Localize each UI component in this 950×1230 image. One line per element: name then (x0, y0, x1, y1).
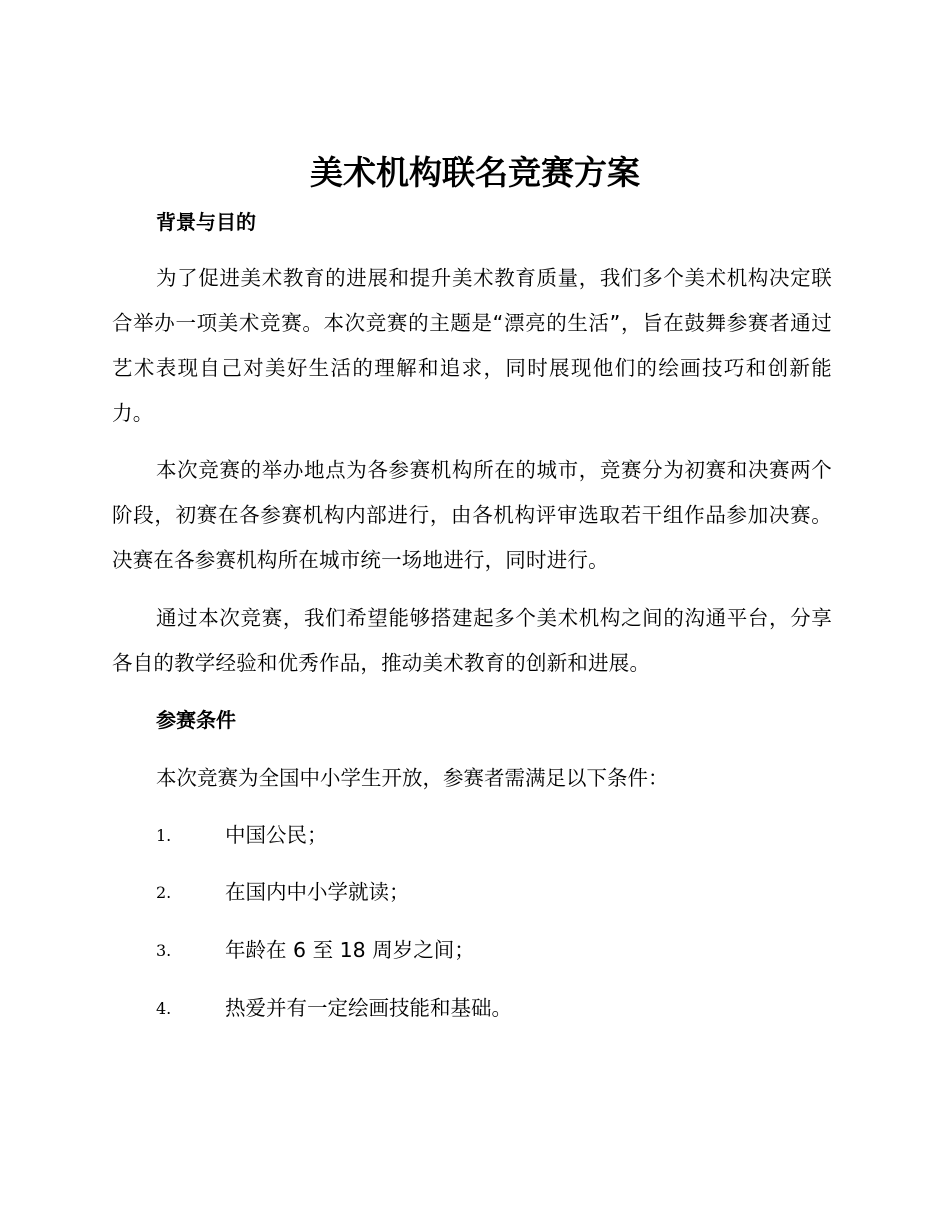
document-title: 美术机构联名竞赛方案 (310, 153, 640, 192)
eligibility-intro: 本次竞赛为全国中小学生开放，参赛者需满足以下条件： (156, 766, 669, 790)
list-item-number: 4. (156, 999, 172, 1018)
list-item (156, 936, 836, 966)
paragraph-background-3: 通过本次竞赛，我们希望能够搭建起多个美术机构之间的沟通平台，分享各自的教学经验和优秀作品，推动美术教育的创新和进展。 (112, 606, 832, 675)
list-item-text: 年龄在 6 至 18 周岁之间； (225, 938, 475, 962)
paragraph-background-2: 本次竞赛的举办地点为各参赛机构所在的城市，竞赛分为初赛和决赛两个阶段，初赛在各参赛机构内部进行，由各机构评审选取若干组作品参加决赛。决赛在各参赛机构所在城市统一场地进行，同时进行。 (112, 458, 832, 572)
list-item-number: 1. (156, 826, 172, 845)
list-item (156, 821, 836, 851)
section-heading-eligibility: 参赛条件 (156, 708, 236, 732)
list-item (156, 994, 836, 1024)
list-item (156, 878, 836, 908)
list-item-text: 中国公民； (225, 823, 328, 847)
list-item-number: 2. (156, 883, 172, 902)
list-item-number: 3. (156, 941, 172, 960)
section-heading-background: 背景与目的 (156, 210, 256, 234)
list-item-text: 热爱并有一定绘画技能和基础。 (225, 996, 512, 1020)
list-item-text: 在国内中小学就读； (225, 880, 410, 904)
paragraph-background-1: 为了促进美术教育的进展和提升美术教育质量，我们多个美术机构决定联合举办一项美术竞赛。本次竞赛的主题是“漂亮的生活”，旨在鼓舞参赛者通过艺术表现自己对美好生活的理解和追求，同时展现他们的绘画技巧和创新能力。 (112, 266, 832, 425)
